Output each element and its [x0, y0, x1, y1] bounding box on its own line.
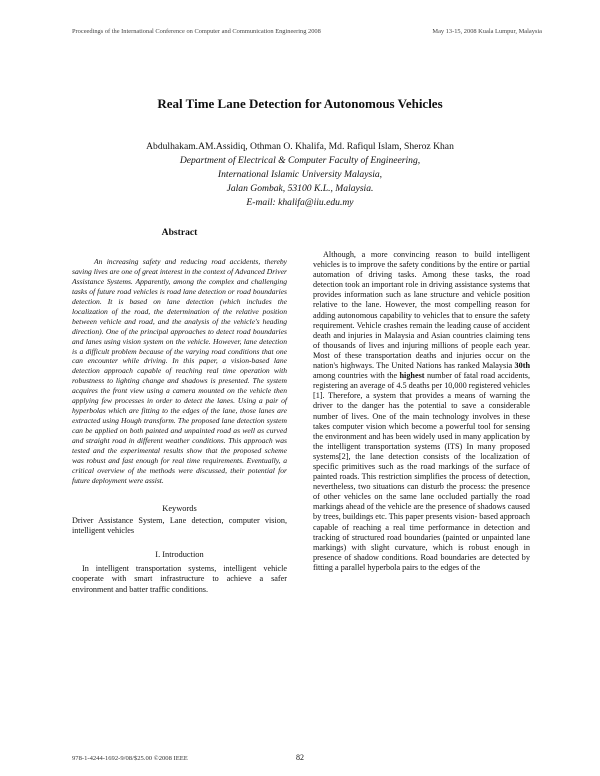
header-date-location: May 13-15, 2008 Kuala Lumpur, Malaysia	[432, 28, 542, 35]
author-block	[0, 140, 600, 210]
abstract-text: An increasing safety and reducing road accidents, thereby saving lives are one of great interest in the context of Advanced Driver Assistance Systems. Apparently, among the complex and challenging tasks of future road vehicles is road lane detection or road boundaries detection. It is based on lane detection (which includes the localization of the road, the determination of the relative position between vehicle and road, and the analysis of the vehicle's heading direction). One of the principal approaches to detect road boundaries and lanes using vision system on the vehicle. However, lane detection is a difficult problem because of the varying road conditions that one can encounter while driving. In this paper, a vision-based lane detection approach capable of reaching real time operation with robustness to lighting change and shadows is presented. The system acquires the front view using a camera mounted on the vehicle then applying few processes in order to detect the lanes. Using a pair of hyperbolas which are fitting to the edges of the lane, those lanes are extracted using Hough transform. The proposed lane detection system can be applied on both painted and unpainted road as well as curved and straight road in different weather conditions. This approach was tested and the experimental results show that the proposed scheme was robust and fast enough for real time requirements. Eventually, a critical overview of the methods were discussed, their potential for future deployment were assist.	[72, 256, 287, 485]
body-paragraph	[313, 250, 530, 573]
keywords-text: Driver Assistance System, Lane detection, computer vision, intelligent vehicles	[72, 515, 287, 536]
paper-title: Real Time Lane Detection for Autonomous Vehicles	[157, 96, 443, 111]
affiliation-email: E-mail: khalifa@iiu.edu.my	[246, 197, 354, 208]
right-column	[313, 250, 530, 573]
keywords-heading: Keywords	[162, 503, 197, 513]
affiliation-address: Jalan Gombak, 53100 K.L., Malaysia.	[226, 183, 374, 194]
header-proceedings: Proceedings of the International Conference on Computer and Communication Engineering 2008	[72, 28, 321, 35]
introduction-paragraph: In intelligent transportation systems, intelligent vehicle cooperate with smart infrastructure to achieve a safer environment and batter traffic conditions.	[72, 564, 287, 594]
affiliation-dept: Department of Electrical & Computer Faculty of Engineering,	[179, 155, 421, 166]
body-text-part-3: number of fatal road accidents, registering an average of 4.5 deaths per 10,000 registered vehicles [1]. Therefore, a system that provides a means of warning the driver to the danger has the potential to save a considerable number of lives. One of the main technology involves in these takes computer vision which become a powerful tool for sensing the environment and has been widely used in many application by the intelligent transportation systems (ITS) In many proposed systems[2], the lane detection consists of the localization of specific primitives such as the road markings of the surface of painted roads. This restriction simplifies the process of detection, nevertheless, two situations can disturb the process: the presence of other vehicles on the same lane occluded partially the road markings ahead of the vehicle are the presence of shadows caused by trees, buildings etc. This paper presents vision- based approach capable of reaching a real time performance in detection and tracking of structured road boundaries (painted or unpainted lane markings) with slight curvature, which is robust enough in presence of shadow conditions. Road boundaries are detected by fitting a parallel hyperbola pairs to the edges of the	[313, 371, 530, 572]
affiliation-university: International Islamic University Malaysia,	[217, 169, 383, 180]
section-heading-introduction: I. Introduction	[155, 550, 204, 560]
bold-highest: highest	[399, 371, 425, 381]
body-text-part-2: among countries with the	[313, 371, 400, 381]
body-text-part-1: Although, a more convincing reason to build intelligent vehicles is to improve the safety conditions by the entire or partial automation of driving tasks. Among these tasks, the road detection took an important role in driving assistance systems that provides information such as lane structure and vehicle position relative to the lane. However, the most compelling reason for adding autonomous capability to vehicles that to ensure the safety requirement. Vehicle crashes remain the leading cause of accident death and injuries in Malaysia and Asian countries claiming tens of thousands of lives and injuring millions of people each year. Most of these transportation deaths and injuries occur on the nation's highways. The United Nations has ranked Malaysia	[313, 250, 530, 371]
page-number: 82	[296, 753, 304, 762]
abstract-heading: Abstract	[161, 227, 198, 238]
footer-isbn: 978-1-4244-1692-9/08/$25.00 ©2008 IEEE	[72, 755, 188, 762]
running-header	[72, 28, 542, 35]
left-column	[72, 228, 287, 595]
bold-rank: 30th	[514, 361, 530, 371]
author-names: Abdulhakam.AM.Assidiq, Othman O. Khalifa, Md. Rafiqul Islam, Sheroz Khan	[146, 141, 454, 152]
